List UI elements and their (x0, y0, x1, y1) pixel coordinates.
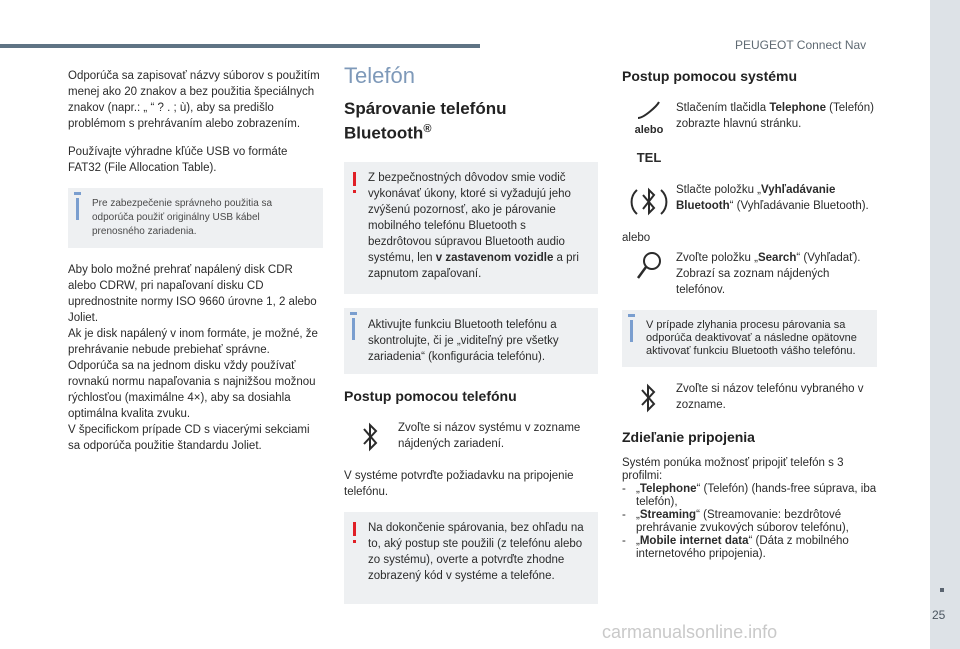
info-text: V prípade zlyhania procesu párovania sa odporúča deaktivovať a následne opätovne aktivovať funkciu Bluetooth vášho telefónu. (646, 319, 857, 357)
paragraph: Používajte výhradne kľúče USB vo formáte FAT32 (File Allocation Table). (68, 146, 288, 174)
search-icon (622, 250, 676, 284)
section-title: Telefón (344, 63, 415, 88)
step-text: Zvoľte si názov telefónu vybraného v zozname. (676, 383, 864, 411)
column-1 (68, 68, 323, 466)
share-heading: Zdieľanie pripojenia (622, 429, 755, 445)
bluetooth-search-icon (622, 182, 676, 222)
step-text: Zvoľte položku „Search“ (Vyhľadať). Zobrazí sa zoznam nájdených telefónov. (676, 252, 861, 296)
paragraph: Aby bolo možné prehrať napálený disk CDR alebo CDRW, pri napaľovaní disku CD uprednostnite normy ISO 9660 úrovne 1, 2 alebo Joliet. (68, 264, 317, 324)
profile-list (622, 483, 877, 561)
list-item: - „Mobile internet data“ (Dáta z mobilného internetového pripojenia). (622, 535, 877, 561)
page-number: 25 (932, 608, 946, 622)
alternative-label: alebo (622, 232, 651, 244)
step-phone (344, 420, 598, 454)
list-item: - „Streaming“ (Streamovanie: bezdrôtové prehrávanie zvukových súborov telefónu), (622, 509, 877, 535)
header-bar (0, 44, 480, 48)
page-marker (940, 588, 944, 592)
bluetooth-icon (622, 381, 676, 415)
column-2 (344, 63, 598, 618)
list-item: - „Telephone“ (Telefón) (hands-free súprava, iba telefón), (622, 483, 877, 509)
paragraph: Odporúča sa na jednom disku vždy používať rovnakú normu napaľovania s najnižšou možnou rýchlosťou (maximálne 4×), aby sa dosiahla optimálna kvalita zvuku. (68, 360, 316, 420)
step-text: Stlačením tlačidla Telephone (Telefón) zobrazte hlavnú stránku. (676, 102, 874, 130)
procedure-heading: Postup pomocou systému (622, 68, 798, 84)
step-telephone (622, 100, 877, 172)
warning-box (344, 162, 598, 294)
subsection-title: Spárovanie telefónu Bluetooth® (344, 99, 507, 143)
info-box (344, 308, 598, 374)
paragraph: Odporúča sa zapisovať názvy súborov s použitím menej ako 20 znakov a bez použitia špeciálnych znakov (napr.: „ “ ? . ; ù), aby sa predišlo problémom s prehrávaním alebo zobrazením. (68, 70, 320, 130)
warning-text: Z bezpečnostných dôvodov smie vodič vykonávať úkony, ktoré si vyžadujú jeho zvýšenú pozornosť, ako je párovanie mobilného telefónu Bluetooth s bezdrôtovou súpravou Bluetooth audio systému, len v zastavenom vozidle a pri zapnutom zapaľovaní. (368, 171, 579, 280)
column-3 (622, 68, 877, 561)
side-strip (930, 0, 960, 649)
step-select-phone (622, 381, 877, 415)
step-bt-search (622, 182, 877, 222)
paragraph: V systéme potvrďte požiadavku na pripojenie telefónu. (344, 469, 574, 498)
paragraph: V špecifickom prípade CD s viacerými sekciami sa odporúča použitie štandardu Joliet. (68, 424, 310, 452)
warning-box (344, 512, 598, 604)
paragraph: Systém ponúka možnosť pripojiť telefón s 3 profilmi: (622, 457, 844, 482)
bluetooth-icon (344, 420, 398, 454)
warning-icon (353, 522, 356, 536)
warning-text: Na dokončenie spárovania, bez ohľadu na to, aký postup ste použili (z telefónu alebo zo systému), overte a potvrďte zhodne zobrazený kód v systéme a telefóne. (368, 521, 584, 582)
brand-title: PEUGEOT Connect Nav (735, 38, 867, 52)
info-icon (630, 320, 633, 342)
step-text: Stlačte položku „Vyhľadávanie Bluetooth“ (Vyhľadávanie Bluetooth). (676, 184, 869, 212)
info-text: Aktivujte funkciu Bluetooth telefónu a skontrolujte, či je „viditeľný pre všetky zariadenia“ (konfigurácia telefónu). (368, 318, 559, 363)
telephone-icon: alebo TEL (622, 100, 676, 172)
info-box (622, 310, 877, 367)
procedure-heading: Postup pomocou telefónu (344, 387, 517, 404)
watermark: carmanualsonline.info (602, 622, 778, 642)
info-icon (352, 318, 355, 340)
paragraph: Ak je disk napálený v inom formáte, je možné, že prehrávanie nebude prebiehať správne. (68, 328, 318, 356)
warning-icon (353, 172, 356, 186)
info-box (68, 188, 323, 248)
step-search (622, 250, 877, 298)
info-text: Pre zabezpečenie správneho použitia sa odporúča použiť originálny USB kábel prenosného zariadenia. (92, 198, 273, 237)
info-icon (76, 198, 79, 220)
step-text: Zvoľte si názov systému v zozname nájdených zariadení. (398, 421, 581, 450)
